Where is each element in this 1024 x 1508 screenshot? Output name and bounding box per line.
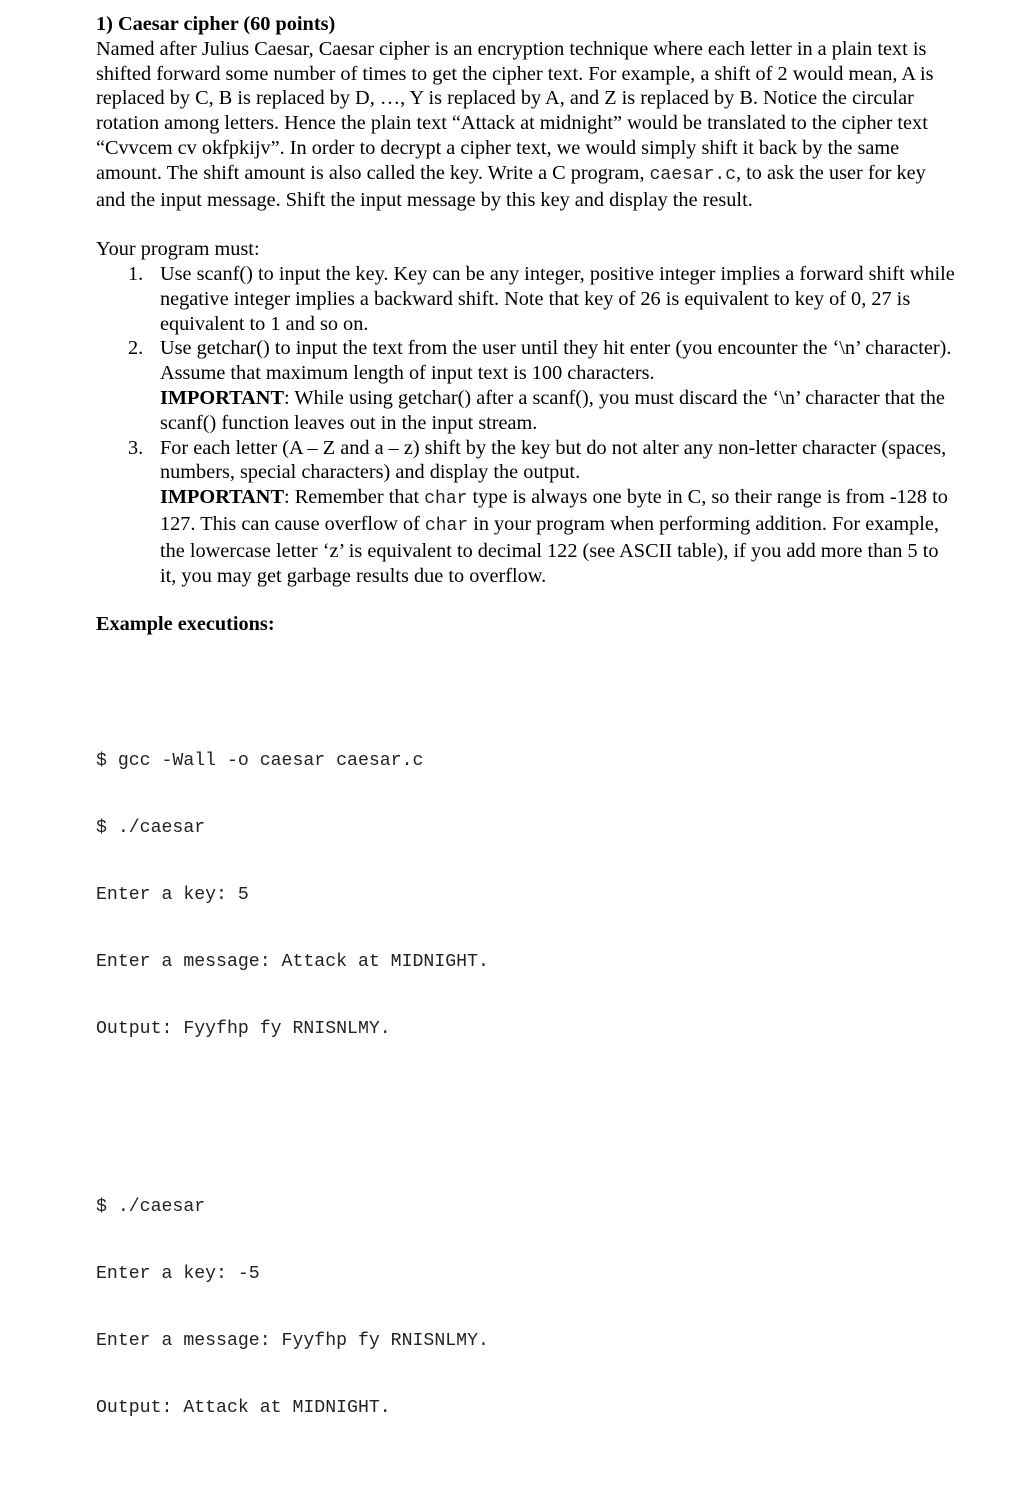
examples-title: Example executions: [96,613,275,636]
terminal-line: Output: Attack at MIDNIGHT. [96,1397,391,1418]
example-run-2 [96,1152,956,1464]
important-label: IMPORTANT [160,486,284,509]
requirement-text: Use getchar() to input the text from the user until they hit enter (you encounter the ‘\n’ character). Assume that maximum length of input text is 100 characters. [160,337,952,385]
section-title: 1) Caesar cipher (60 points) [96,13,336,35]
char-type-code: char [424,489,468,510]
example-run-1 [96,706,956,1085]
paragraph-spacer [96,212,956,237]
requirement-text: Use scanf() to input the key. Key can be any integer, positive integer implies a forward shift while negative integer implies a backward shift. Note that key of 26 is equivalent to key of 0, 27 is equivalent to 1 and so on. [160,262,955,335]
requirements-list [96,262,956,588]
intro-text-part2: , to ask the user for key and the input message. Shift the input message by this key and display the result. [96,161,926,211]
intro-text-part1: Named after Julius Caesar, Caesar cipher is an encryption technique where each letter in a plain text is shifted forward some number of times to get the cipher text. For example, a shift of 2 would mean, A is replaced by C, B is replaced by D, …, Y is replaced by A, and Z is replaced by B. Notice the circular rotation among letters. Hence the plain text “Attack at midnight” would be translated to the cipher text “Cvvcem cv okfpkijv”. In order to decrypt a cipher text, we would simply shift it back by the same amount. The shift amount is also called the key. Write a C program, [96,37,934,184]
requirement-number: 1. [128,262,144,285]
requirement-item-1 [96,262,956,336]
requirement-item-2 [96,336,956,435]
important-text-c: in your program when performing addition. For example, the lowercase letter ‘z’ is equivalent to decimal 122 (see ASCII table), if you add more than 5 to it, you may get garbage results due to overflow. [160,512,939,587]
terminal-line: Enter a message: Attack at MIDNIGHT. [96,951,489,972]
requirement-item-3 [96,436,956,589]
important-label: IMPORTANT [160,386,284,409]
important-text: : While using getchar() after a scanf(), you must discard the ‘\n’ character that the scanf() function leaves out in the input stream. [160,386,945,434]
char-type-code: char [424,515,469,536]
important-text-a: : Remember that [283,486,425,509]
terminal-line: Enter a message: Fyyfhp fy RNISNLMY. [96,1331,489,1352]
terminal-line: $ ./caesar [96,818,206,839]
important-text-b: type is always one byte in C, so their range is from -128 to 127. This can cause overflow of [160,486,948,535]
terminal-output [96,661,956,1508]
intro-filename-code: caesar.c [649,164,737,185]
requirement-number: 3. [128,436,144,459]
assignment-document [96,12,956,1508]
requirement-text: For each letter (A – Z and a – z) shift by the key but do not alter any non-letter character (spaces, numbers, special characters) and display the output. [160,436,947,484]
terminal-line: Output: Fyyfhp fy RNISNLMY. [96,1018,391,1039]
requirements-lead: Your program must: [96,238,260,261]
terminal-line: Enter a key: -5 [96,1264,260,1285]
requirement-number: 2. [128,337,144,360]
terminal-line: $ gcc -Wall -o caesar caesar.c [96,751,424,772]
intro-paragraph [96,37,956,213]
terminal-line: Enter a key: 5 [96,885,249,906]
terminal-line: $ ./caesar [96,1197,206,1218]
